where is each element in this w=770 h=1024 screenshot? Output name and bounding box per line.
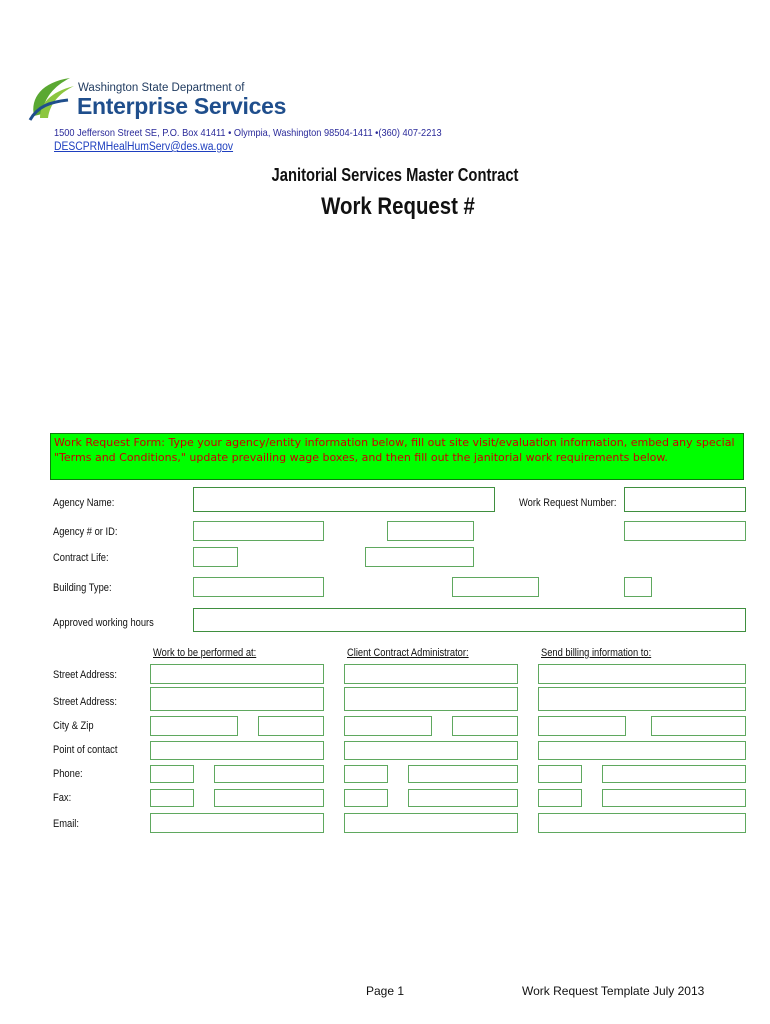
approved-hours-label: Approved working hours <box>53 617 154 629</box>
city-zip-label: City & Zip <box>53 720 94 732</box>
billing-city-field[interactable] <box>538 716 626 736</box>
admin-contact-field[interactable] <box>344 741 518 760</box>
work-street-2-field[interactable] <box>150 687 324 711</box>
billing-street-2-field[interactable] <box>538 687 746 711</box>
work-zip-field[interactable] <box>258 716 324 736</box>
admin-phone-area-field[interactable] <box>344 765 388 783</box>
work-contact-field[interactable] <box>150 741 324 760</box>
billing-zip-field[interactable] <box>651 716 746 736</box>
phone-label: Phone: <box>53 768 83 780</box>
work-request-number-label: Work Request Number: <box>519 497 617 509</box>
billing-contact-field[interactable] <box>538 741 746 760</box>
work-street-field[interactable] <box>150 664 324 684</box>
agency-name-field[interactable] <box>193 487 495 512</box>
template-version: Work Request Template July 2013 <box>522 984 705 998</box>
contract-title: Janitorial Services Master Contract <box>271 165 519 185</box>
billing-fax-area-field[interactable] <box>538 789 582 807</box>
work-location-header: Work to be performed at: <box>153 647 257 659</box>
building-type-field[interactable] <box>193 577 324 597</box>
approved-hours-field[interactable] <box>193 608 746 632</box>
logo-department-line: Washington State Department of <box>78 82 245 94</box>
agency-id-field[interactable] <box>193 521 324 541</box>
billing-header: Send billing information to: <box>541 647 652 659</box>
email-label: Email: <box>53 818 79 830</box>
instructions-box: Work Request Form: Type your agency/entity information below, fill out site visit/evaluation information, embed any special "Terms and Conditions," update prevailing wage boxes, and then fill out the janitorial work requirements below. <box>50 433 744 480</box>
work-email-field[interactable] <box>150 813 324 833</box>
building-type-field-3[interactable] <box>624 577 652 597</box>
point-of-contact-label: Point of contact <box>53 744 118 756</box>
work-request-number-field[interactable] <box>624 487 746 512</box>
admin-fax-area-field[interactable] <box>344 789 388 807</box>
work-city-field[interactable] <box>150 716 238 736</box>
contract-life-field-2[interactable] <box>365 547 474 567</box>
admin-street-2-field[interactable] <box>344 687 518 711</box>
building-type-label: Building Type: <box>53 582 112 594</box>
street-address-label: Street Address: <box>53 669 117 681</box>
address-line: 1500 Jefferson Street SE, P.O. Box 41411 • Olympia, Washington 98504-1411 •(360) 407-2213 <box>54 127 442 139</box>
admin-phone-field[interactable] <box>408 765 518 783</box>
admin-fax-field[interactable] <box>408 789 518 807</box>
fax-label: Fax: <box>53 792 72 804</box>
street-address-2-label: Street Address: <box>53 696 117 708</box>
page-number: Page 1 <box>366 984 405 998</box>
billing-email-field[interactable] <box>538 813 746 833</box>
agency-id-label: Agency # or ID: <box>53 526 118 538</box>
contract-life-field[interactable] <box>193 547 238 567</box>
agency-id-field-3[interactable] <box>624 521 746 541</box>
work-phone-field[interactable] <box>214 765 324 783</box>
billing-phone-area-field[interactable] <box>538 765 582 783</box>
billing-fax-field[interactable] <box>602 789 746 807</box>
admin-street-field[interactable] <box>344 664 518 684</box>
contract-life-label: Contract Life: <box>53 552 109 564</box>
client-admin-header: Client Contract Administrator: <box>347 647 469 659</box>
des-logo-icon <box>28 76 78 122</box>
billing-phone-field[interactable] <box>602 765 746 783</box>
work-fax-field[interactable] <box>214 789 324 807</box>
logo-enterprise-services: Enterprise Services <box>77 93 287 119</box>
billing-street-field[interactable] <box>538 664 746 684</box>
building-type-field-2[interactable] <box>452 577 539 597</box>
agency-id-field-2[interactable] <box>387 521 474 541</box>
contact-email-link[interactable]: DESCPRMHealHumServ@des.wa.gov <box>54 141 234 153</box>
admin-zip-field[interactable] <box>452 716 518 736</box>
admin-city-field[interactable] <box>344 716 432 736</box>
work-phone-area-field[interactable] <box>150 765 194 783</box>
admin-email-field[interactable] <box>344 813 518 833</box>
agency-name-label: Agency Name: <box>53 497 115 509</box>
work-fax-area-field[interactable] <box>150 789 194 807</box>
work-request-title: Work Request # <box>321 193 475 220</box>
